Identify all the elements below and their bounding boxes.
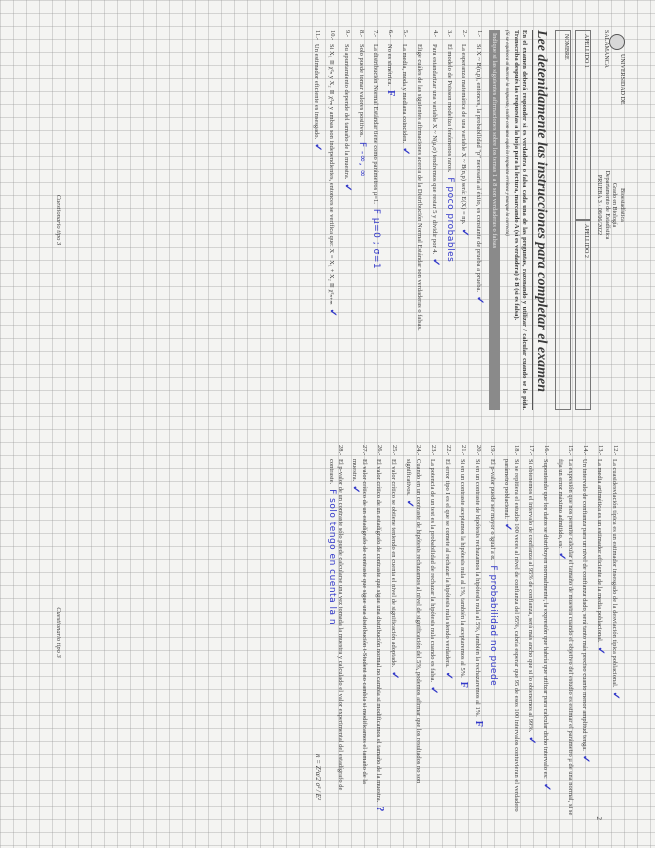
handwritten-answer: ✓ xyxy=(430,258,441,267)
question-text: Para estandarizar una variable X ~ N(μ,σ) tendremos que restar 5 y dividir por 4.✓ xyxy=(430,44,441,267)
name-fields xyxy=(575,30,591,410)
question-item xyxy=(502,445,521,820)
question-number: 7.- xyxy=(372,30,379,38)
name-row xyxy=(555,30,571,410)
question-number xyxy=(415,30,425,44)
question-number: 17.- xyxy=(528,445,535,456)
section-band: Indique si las siguientes afirmaciones sobre los temas 1 a 8 son verdaderas o falsas xyxy=(489,30,500,410)
apellido2-field: APELLIDO 2 xyxy=(575,220,591,410)
question-number: 20.- xyxy=(475,445,482,456)
handwritten-answer: ✓ xyxy=(474,295,485,305)
question-text: El error tipo I es el que se comete al rechazar la hipótesis nula siendo verdadera.✓ xyxy=(443,459,454,681)
handwritten-answer: F xyxy=(385,90,396,97)
question-text: La media, moda y mediana coinciden.✓ xyxy=(400,44,411,156)
question-text: Si X₁ ≅ χ²ₙ y X₂ ≅ χ²ₘ y ambas son independientes, entonces se verifica que: X = X₁ + X₂ ≅ χ²ₙ₊ₘ✓ xyxy=(327,44,338,317)
page-number: 2 xyxy=(595,816,603,820)
handwritten-answer: F solo tengo en cuenta la n xyxy=(327,489,337,626)
question-text: Si en un contraste aceptamos la hipótesis nula al 1%, también la aceptaremos al 5%.F xyxy=(458,459,469,688)
question-number: 3.- xyxy=(446,30,453,38)
question-text: Si en un contraste de hipótesis rechazamos la hipótesis nula al 5%, también la rechazaremos al 1%.F xyxy=(473,459,484,727)
handwritten-answer: F -∞, ∞ xyxy=(357,141,367,178)
question-item xyxy=(595,445,605,820)
question-item xyxy=(580,445,590,820)
question-number: 18.- xyxy=(513,445,520,456)
question-text: No es simétrica.F xyxy=(385,44,396,97)
question-item xyxy=(556,445,575,820)
left-half xyxy=(55,30,625,410)
question-number: 5.- xyxy=(402,30,409,38)
question-number: 13.- xyxy=(597,445,604,456)
handwritten-answer: ✓ xyxy=(556,552,567,561)
handwritten-answer: F xyxy=(458,681,469,688)
question-item xyxy=(415,30,425,410)
question-number: 15.- xyxy=(567,445,574,456)
question-text: Suponiendo que los datos se distribuyen normalmente, la expresión que habría que utilizar para calcular dicho intervalo es:✓ xyxy=(541,459,552,792)
handwritten-answer: ✓ xyxy=(580,754,591,764)
question-number: 27.- xyxy=(361,445,368,456)
university-name: UNIVERSIDAD DE SALAMANCA xyxy=(603,30,625,105)
question-item xyxy=(327,30,337,410)
question-number: 6.- xyxy=(387,30,394,38)
question-item xyxy=(474,30,484,410)
degree-name: Grado en Biología xyxy=(611,182,618,228)
question-number: 28.- xyxy=(337,445,344,456)
question-number: 4.- xyxy=(432,30,439,38)
handwritten-answer: ✓ xyxy=(428,686,439,695)
handwritten-answer: ✓ xyxy=(404,499,415,509)
question-text: Cuando en un contraste de hipótesis rechazamos al nivel de significación del 5%, podemos afirmar que los resultados no son significativos.✓ xyxy=(404,459,422,784)
question-number: 25.- xyxy=(391,445,398,456)
question-text: Solo puede tomar valores positivos.F -∞, ∞ xyxy=(357,44,367,178)
question-item xyxy=(385,30,395,410)
handwritten-answer: F poco probables xyxy=(445,177,455,263)
question-item xyxy=(459,30,469,410)
university-seal-icon xyxy=(609,34,625,50)
question-number: 26.- xyxy=(376,445,383,456)
question-text: Su apuntamiento depende del tamaño de la muestra.✓ xyxy=(342,44,353,192)
instructions-heading: Lee detenidamente las instrucciones para completar el examen xyxy=(532,30,549,410)
footer-right: Cuestionario tipo 3 xyxy=(55,607,62,658)
question-number: 2.- xyxy=(461,30,468,38)
question-text: Si X ~ B(n,p), entonces, la probabilidad "p" necesaria al éxito, es constante de prueba a prueba.✓ xyxy=(474,44,485,305)
question-item xyxy=(488,445,497,820)
question-text: Si se repitiera el estudio 100 veces al nivel de confianza del 95%, cabría esperar que 95 de esos 100 intervalos contuvieran el verdadero parámetro poblacional.✓ xyxy=(502,459,520,812)
apellido1-field: APELLIDO 1 xyxy=(575,30,591,220)
question-number: 23.- xyxy=(430,445,437,456)
handwritten-answer: ✓ xyxy=(350,485,361,494)
handwritten-answer: ✓ xyxy=(443,671,454,681)
question-item xyxy=(371,30,380,410)
question-text: El p-valor de un contraste sólo puede calcularse una vez tomada la muestra y calculado el valor experimental del estadígrafo de contraste.F solo tengo en cuenta la n xyxy=(327,459,344,791)
left-question-list xyxy=(312,30,484,410)
question-text: Elige cuáles de las siguientes afirmaciones acerca de la Distribución Normal Estándar son verdaderas o falsas. xyxy=(416,44,423,331)
question-item xyxy=(443,445,453,820)
question-text: El p-valor puede ser mayor o igual a α.F probabilidad no puede xyxy=(488,459,498,687)
handwritten-answer: F probabilidad no puede xyxy=(488,565,498,687)
question-text: Si obtenemos el intervalo de confianza al 95% de confianza, será más ancho que si lo obtenemos al 99%.✓ xyxy=(526,459,537,745)
question-number: 11.- xyxy=(314,30,321,41)
handwritten-answer: ✓ xyxy=(541,782,552,792)
question-number: 9.- xyxy=(344,30,351,38)
question-item xyxy=(327,445,345,820)
question-item xyxy=(357,30,366,410)
question-item xyxy=(350,445,369,820)
instructions-text: En el examen deberá responder si es verdadera o falsa cada una de las preguntas, razonando y utilizar / calcular cuando se lo pida. Transcriba después las respuestas a la hoja para la lectura, marcando A (si es verdadera) ó B (si es falsa). xyxy=(513,30,528,410)
question-number: 12.- xyxy=(612,445,619,456)
question-item xyxy=(312,30,322,410)
question-text: La expresión que nos permite calcular el tamaño de muestra cuando el objetivo del estudio es estimar el parámetro μ de una normal, si se fija un error máximo admitido, es:✓ xyxy=(556,459,574,816)
sample-size-formula: n = Z²α/2 σ² / E² xyxy=(314,754,322,800)
right-half xyxy=(55,445,625,820)
header xyxy=(595,30,625,410)
handwritten-answer: ✓ xyxy=(312,143,323,152)
handwritten-answer: ✓ xyxy=(342,183,353,192)
question-item xyxy=(400,30,410,410)
question-text: Un intervalo de confianza para un nivel de confianza dado, será tanto más preciso cuanto menor amplitud tenga.✓ xyxy=(580,459,591,764)
question-number: 22.- xyxy=(445,445,452,456)
question-number: 16.- xyxy=(543,445,550,456)
question-item xyxy=(342,30,352,410)
question-text: La cuasidesviación típica es un estimador insesgado de la desviación típica poblacional.✓ xyxy=(610,459,621,700)
handwritten-answer: F xyxy=(473,720,484,727)
question-number: 24.- xyxy=(415,445,422,456)
footer-left: Cuestionario tipo 3 xyxy=(55,194,62,246)
question-text: Un estimador eficiente es insesgado.✓ xyxy=(312,44,323,152)
question-text: El modelo de Poisson modeliza fenómenos raros.F poco probables xyxy=(445,44,455,263)
question-number: 1.- xyxy=(476,30,483,38)
question-text: La esperanza matemática de una variable X ~ B(n,p) será: E(X) = np.✓ xyxy=(459,44,470,237)
question-item xyxy=(473,445,483,820)
question-item xyxy=(541,445,551,820)
handwritten-answer: ✓ xyxy=(526,736,537,745)
question-text: La media aritmética es un estimador eficiente de la media poblacional.✓ xyxy=(595,459,606,655)
instructions-note: (Si se equivoca al marcar la respuesta, tache con una equis la respuesta errónea y marque la correcta) xyxy=(504,30,509,236)
question-item xyxy=(428,445,438,820)
question-number: 21.- xyxy=(460,445,467,456)
handwritten-answer: F μ=0 ; σ=1 xyxy=(371,208,381,270)
course-name: Bioestadística xyxy=(619,188,625,222)
handwritten-answer: ✓ xyxy=(502,522,513,532)
question-text: La potencia de un test es la probabilidad de rechazar la hipótesis nula cuando es falsa.✓ xyxy=(428,459,439,695)
right-question-list xyxy=(327,445,620,820)
question-item xyxy=(445,30,454,410)
question-number: 14.- xyxy=(582,445,589,456)
exam-line-1: Departamento de Estadística xyxy=(604,170,610,240)
handwritten-answer: ✓ xyxy=(595,646,606,655)
handwritten-answer: ? xyxy=(374,806,385,812)
handwritten-answer: ✓ xyxy=(400,147,411,156)
question-item xyxy=(610,445,620,820)
question-item xyxy=(374,445,384,820)
question-text: El valor crítico de un estadígrafo de contraste que sigue una distribución normal no cambia si modificamos el tamaño de la muestra.? xyxy=(374,459,385,812)
question-text: El valor crítico de un estadígrafo de contraste que sigue una distribución t-Student no cambia si modificamos el tamaño de la muestra.✓ xyxy=(350,459,368,784)
question-item xyxy=(526,445,536,820)
question-number: 8.- xyxy=(358,30,365,38)
question-item xyxy=(458,445,468,820)
handwritten-answer: ✓ xyxy=(389,671,400,680)
question-item xyxy=(404,445,423,820)
question-item xyxy=(430,30,440,410)
nombre-field: NOMBRE xyxy=(555,30,571,410)
question-text: El valor crítico se obtiene teniendo en cuenta el nivel de significación adoptado.✓ xyxy=(389,459,400,680)
question-item xyxy=(389,445,399,820)
handwritten-answer: ✓ xyxy=(327,308,338,317)
handwritten-answer: ✓ xyxy=(459,228,470,237)
question-text: La distribución Normal Estándar tiene como parámetros μ=1.F μ=0 ; σ=1 xyxy=(371,44,381,270)
exam-line-2: PRUEBA 3 · 08/06/2022 xyxy=(596,174,603,236)
question-number: 10.- xyxy=(329,30,336,41)
handwritten-answer: ✓ xyxy=(610,691,621,700)
question-number: 19.- xyxy=(489,445,496,456)
